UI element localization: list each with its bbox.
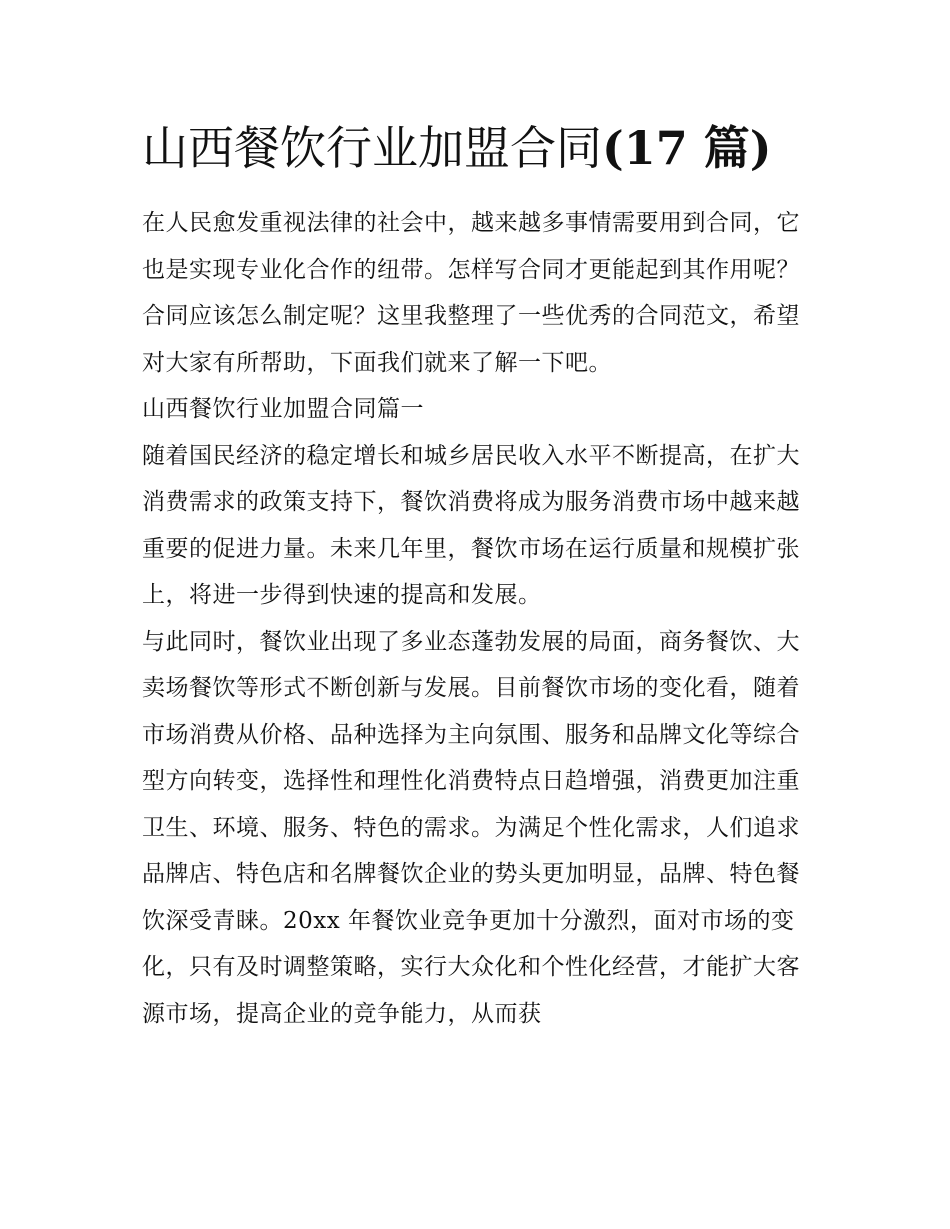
document-title <box>142 118 862 178</box>
intro-paragraph: 在人民愈发重视法律的社会中，越来越多事情需要用到合同，它也是实现专业化合作的纽带。怎样写合同才更能起到其作用呢？合同应该怎么制定呢？这里我整理了一些优秀的合同范文，希望对大家有所帮助，下面我们就来了解一下吧。 <box>142 210 800 376</box>
document-body <box>142 200 814 1037</box>
body-paragraph-1: 随着国民经济的稳定增长和城乡居民收入水平不断提高，在扩大消费需求的政策支持下，餐饮消费将成为服务消费市场中越来越重要的促进力量。未来几年里，餐饮市场在运行质量和规模扩张上，将进一步得到快速的提高和发展。 <box>142 442 800 608</box>
body-paragraph-2: 与此同时，餐饮业出现了多业态蓬勃发展的局面，商务餐饮、大卖场餐饮等形式不断创新与发展。目前餐饮市场的变化看，随着市场消费从价格、品种选择为主向氛围、服务和品牌文化等综合型方向转变，选择性和理性化消费特点日趋增强，消费更加注重卫生、环境、服务、特色的需求。为满足个性化需求，人们追求品牌店、特色店和名牌餐饮企业的势头更加明显，品牌、特色餐饮深受青睐。20xx 年餐饮业竞争更加十分激烈，面对市场的变化，只有及时调整策略，实行大众化和个性化经营，才能扩大客源市场，提高企业的竞争能力，从而获 <box>142 628 800 1027</box>
title-main: 山西餐饮行业加盟合同 <box>142 121 602 175</box>
section-heading: 山西餐饮行业加盟合同篇一 <box>142 396 424 422</box>
title-suffix: (17 篇) <box>602 121 772 175</box>
